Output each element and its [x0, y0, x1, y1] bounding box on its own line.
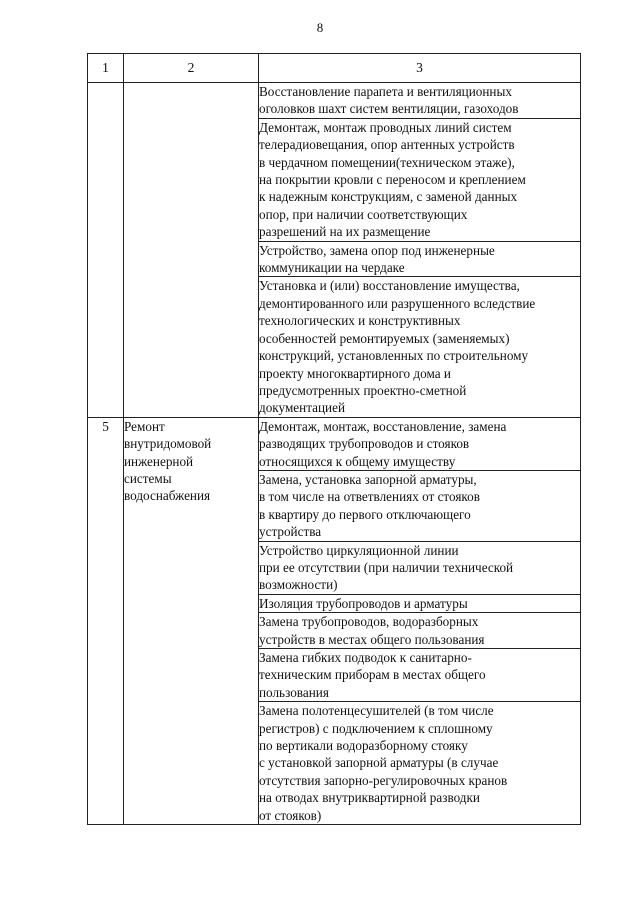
header-col-3: 3 — [259, 54, 581, 83]
section-number: 5 — [88, 417, 124, 824]
work-item: Замена полотенцесушителей (в том числе регистров) с подключением к сплошному по вертикали водоразборному стояку с установкой запорной арматуры (в случае отсутствия запорно-регулировочных кранов на отводах внутриквартирной разводки от стояков) — [259, 702, 581, 825]
header-col-1: 1 — [88, 54, 124, 83]
empty-name-cell — [124, 83, 259, 418]
page-number: 8 — [316, 20, 324, 35]
work-item: Замена, установка запорной арматуры, в том числе на ответвлениях от стояков в квартиру до первого отключающего устройства — [259, 470, 581, 541]
work-item: Замена гибких подводок к санитарно- техническим приборам в местах общего пользования — [259, 649, 581, 702]
header-row — [88, 54, 581, 83]
table-row — [88, 417, 581, 470]
header-col-2: 2 — [124, 54, 259, 83]
work-item: Изоляция трубопроводов и арматуры — [259, 594, 581, 612]
work-item: Демонтаж, монтаж проводных линий систем телерадиовещания, опор антенных устройств в чердачном помещении(техническом этаже), на покрытии кровли с переносом и креплением к надежным конструкциям, с заменой данных опор, при наличии соответствующих разрешений на их размещение — [259, 118, 581, 241]
empty-number-cell — [88, 83, 124, 418]
work-item: Восстановление парапета и вентиляционных оголовков шахт систем вентиляции, газоходов — [259, 83, 581, 119]
work-item: Демонтаж, монтаж, восстановление, замена разводящих трубопроводов и стояков относящихся к общему имуществу — [259, 417, 581, 470]
work-item: Замена трубопроводов, водоразборных устройств в местах общего пользования — [259, 613, 581, 649]
works-table — [87, 53, 581, 825]
work-item: Устройство циркуляционной линии при ее отсутствии (при наличии технической возможности) — [259, 541, 581, 594]
section-name: Ремонт внутридомовой инженерной системы водоснабжения — [124, 417, 259, 824]
work-item: Установка и (или) восстановление имущества, демонтированного или разрушенного вследствие технологических и конструктивных особенностей ремонтируемых (заменяемых) конструкций, установленных по строительному проекту многоквартирного дома и предусмотренных проектно-сметной документацией — [259, 277, 581, 417]
table-row — [88, 83, 581, 119]
work-item: Устройство, замена опор под инженерные коммуникации на чердаке — [259, 241, 581, 277]
